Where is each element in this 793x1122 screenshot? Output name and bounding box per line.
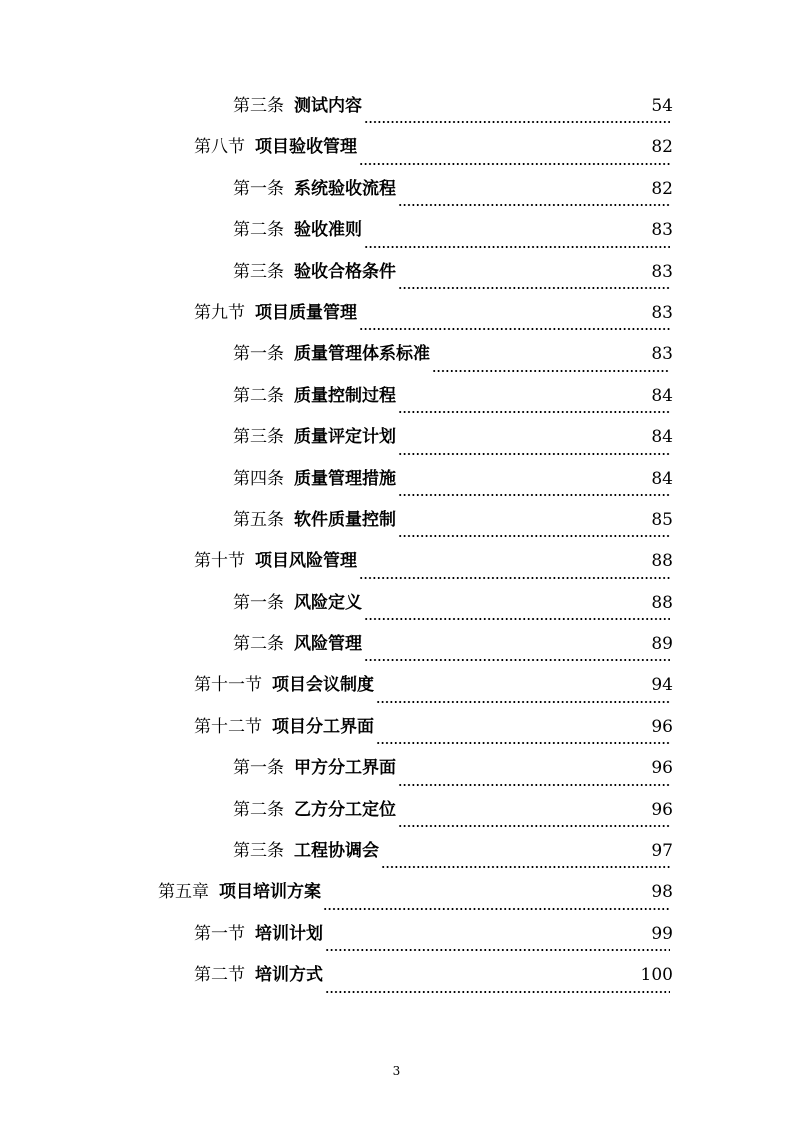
toc-entry-title: 乙方分工定位 [294,799,396,820]
toc-entry-number: 第九节 [194,302,245,323]
toc-entry-page-number: 96 [651,799,673,820]
toc-dot-leader [398,287,670,289]
toc-entry[interactable] [0,667,793,708]
toc-entry-page-number: 98 [651,882,673,903]
toc-entry-page-number: 96 [651,716,673,737]
toc-entry-page-number: 83 [651,344,673,365]
toc-dot-leader [359,328,670,330]
toc-entry-page-number: 83 [651,261,673,282]
toc-entry[interactable] [0,336,793,377]
toc-entry[interactable] [0,626,793,667]
toc-entry-number: 第三条 [233,427,284,448]
toc-dot-leader [398,784,670,786]
toc-entry[interactable] [0,750,793,791]
toc-entry[interactable] [0,171,793,212]
toc-entry-number: 第二条 [233,634,284,655]
toc-entry-page-number: 83 [651,220,673,241]
toc-entry[interactable] [0,792,793,833]
toc-entry-title: 项目风险管理 [255,551,357,572]
toc-dot-leader [398,494,670,496]
toc-entry-page-number: 88 [651,551,673,572]
toc-entry-number: 第一条 [233,178,284,199]
toc-entry-number: 第二条 [233,385,284,406]
toc-entry-number: 第十一节 [194,675,262,696]
toc-entry-title: 项目分工界面 [272,716,374,737]
toc-entry-page-number: 89 [651,634,673,655]
toc-entry-page-number: 84 [651,468,673,489]
toc-entry-number: 第二条 [233,220,284,241]
toc-entry-title: 项目质量管理 [255,302,357,323]
toc-entry-title: 质量管理措施 [294,468,396,489]
toc-dot-leader [364,246,670,248]
toc-dot-leader [376,742,670,744]
toc-dot-leader [364,121,670,123]
toc-dot-leader [381,866,670,868]
toc-entry-page-number: 85 [651,509,673,530]
toc-dot-leader [398,535,670,537]
toc-entry-title: 培训计划 [255,923,323,944]
toc-entry-number: 第十二节 [194,716,262,737]
toc-entry-title: 项目会议制度 [272,675,374,696]
toc-entry-title: 软件质量控制 [294,509,396,530]
toc-entry-title: 工程协调会 [294,841,379,862]
toc-entry-title: 验收合格条件 [294,261,396,282]
toc-dot-leader [325,991,670,993]
toc-entry-page-number: 84 [651,427,673,448]
toc-entry-number: 第二节 [194,965,245,986]
toc-entry-page-number: 97 [651,841,673,862]
toc-entry[interactable] [0,378,793,419]
toc-dot-leader [398,411,670,413]
toc-entry-title: 培训方式 [255,965,323,986]
toc-entry[interactable] [0,212,793,253]
toc-entry-number: 第十节 [194,551,245,572]
toc-entry-title: 质量控制过程 [294,385,396,406]
toc-entry-number: 第一条 [233,592,284,613]
toc-entry-title: 测试内容 [294,96,362,116]
toc-dot-leader [359,577,670,579]
toc-entry-number: 第五章 [158,882,209,903]
toc-entry-title: 验收准则 [294,220,362,241]
toc-dot-leader [325,949,670,951]
toc-entry-number: 第四条 [233,468,284,489]
toc-entry[interactable] [0,419,793,460]
toc-entry-page-number: 82 [651,137,673,158]
toc-entry-page-number: 96 [651,758,673,779]
toc-dot-leader [432,370,670,372]
page-number-footer [0,1064,793,1078]
toc-dot-leader [359,163,670,165]
toc-entry[interactable] [0,254,793,295]
toc-entry[interactable] [0,502,793,543]
toc-entry-number: 第三条 [233,96,284,116]
toc-entry-number: 第五条 [233,509,284,530]
toc-entry[interactable] [0,585,793,626]
toc-entry[interactable] [0,833,793,874]
toc-dot-leader [398,825,670,827]
toc-dot-leader [398,453,670,455]
toc-dot-leader [364,659,670,661]
toc-entry-number: 第一条 [233,344,284,365]
toc-entry-page-number: 83 [651,302,673,323]
toc-dot-leader [323,908,670,910]
toc-entry-title: 甲方分工界面 [294,758,396,779]
toc-entry[interactable] [0,874,793,915]
toc-entry-title: 项目培训方案 [219,882,321,903]
table-of-contents [0,88,793,999]
toc-entry-title: 风险管理 [294,634,362,655]
toc-entry-page-number: 100 [640,965,673,986]
toc-entry-number: 第八节 [194,137,245,158]
toc-dot-leader [398,204,670,206]
toc-entry-number: 第三条 [233,261,284,282]
toc-entry[interactable] [0,957,793,998]
toc-entry-title: 系统验收流程 [294,178,396,199]
toc-entry[interactable] [0,916,793,957]
toc-entry-title: 质量管理体系标准 [294,344,430,365]
toc-entry-page-number: 82 [651,178,673,199]
toc-entry[interactable] [0,709,793,750]
toc-entry[interactable] [0,88,793,129]
toc-dot-leader [364,618,670,620]
toc-entry[interactable] [0,543,793,584]
toc-entry-page-number: 84 [651,385,673,406]
toc-entry-number: 第一条 [233,758,284,779]
toc-entry-title: 项目验收管理 [255,137,357,158]
toc-entry[interactable] [0,295,793,336]
toc-entry-title: 质量评定计划 [294,427,396,448]
toc-entry-page-number: 54 [651,96,673,116]
toc-entry-page-number: 88 [651,592,673,613]
toc-entry[interactable] [0,129,793,170]
toc-dot-leader [376,701,670,703]
toc-entry[interactable] [0,461,793,502]
toc-entry-number: 第三条 [233,841,284,862]
toc-entry-number: 第一节 [194,923,245,944]
toc-entry-number: 第二条 [233,799,284,820]
toc-entry-page-number: 94 [651,675,673,696]
toc-entry-title: 风险定义 [294,592,362,613]
page-number: 3 [392,1064,401,1078]
toc-entry-page-number: 99 [651,923,673,944]
